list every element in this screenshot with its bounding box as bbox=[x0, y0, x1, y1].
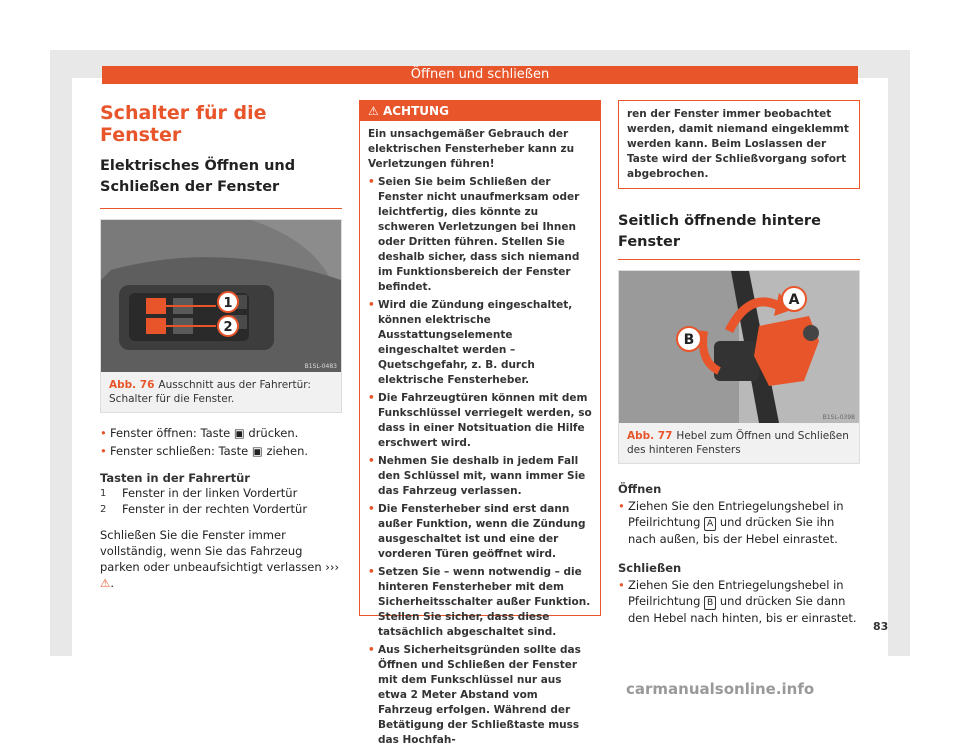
close-title: Schließen bbox=[618, 561, 682, 575]
warning-body bbox=[360, 121, 600, 754]
watermark: carmanualsonline.info bbox=[626, 680, 815, 698]
figure-77 bbox=[618, 270, 860, 464]
callout-2: 2 bbox=[223, 320, 233, 335]
warning-intro: Ein unsachgemäßer Gebrauch der elektrischen Fensterheber kann zu Verletzungen führen! bbox=[368, 128, 575, 170]
letter-a-marker: A bbox=[704, 517, 716, 531]
caption-text: Ausschnitt aus der Fahrertür: Schalter für die Fenster. bbox=[109, 379, 311, 405]
figure-code: B1SL-0483 bbox=[304, 363, 337, 370]
warning-continued-text: ren der Fenster immer beobachtet werden, damit niemand eingeklemmt werden kann. Beim Loslassen der Taste wird der Schließvorgang sofort abgebrochen. bbox=[627, 108, 849, 180]
column-left bbox=[100, 100, 342, 591]
rear-window-lever-image bbox=[619, 271, 859, 423]
close-instruction: • Ziehen Sie den Entriegelungshebel in Pfeilrichtung B und drücken Sie dann den Hebel nach hinten, bis er einrastet. bbox=[618, 577, 860, 626]
warning-box bbox=[359, 100, 601, 746]
open-title: Öffnen bbox=[618, 482, 662, 496]
figure-76 bbox=[100, 219, 342, 413]
warning-bullet: • Nehmen Sie deshalb in jedem Fall den Schlüssel mit, wann immer Sie das Fahrzeug verlassen. bbox=[368, 454, 594, 499]
warning-bullet: • Aus Sicherheitsgründen sollte das Öffnen und Schließen der Fenster mit dem Funkschlüssel nur aus etwa 2 Meter Abstand vom Fahrzeug erfolgen. Während der Betätigung der Schließtaste muss das Hochfah- bbox=[368, 643, 594, 748]
warning-bullet: • Die Fensterheber sind erst dann außer Funktion, wenn die Zündung ausgeschaltet ist und eine der vorderen Türen geöffnet wird. bbox=[368, 502, 594, 562]
warning-title: ACHTUNG bbox=[382, 104, 449, 118]
figure-label: Abb. 76 bbox=[109, 379, 155, 391]
caption-text: Hebel zum Öffnen und Schließen des hinteren Fensters bbox=[627, 430, 849, 456]
bullet-close-window: • Fenster schließen: Taste ▣ ziehen. bbox=[100, 443, 342, 459]
item-number: 1 bbox=[100, 488, 107, 499]
figure-caption bbox=[101, 372, 341, 412]
list-item: 2 Fenster in der rechten Vordertür bbox=[100, 502, 308, 516]
warning-bullet: • Wird die Zündung eingeschaltet, können elektrische Ausstattungselemente eingeschaltet werden – Quetschgefahr, z. B. durch elektrische Fensterheber. bbox=[368, 298, 594, 388]
callout-1: 1 bbox=[223, 296, 233, 311]
chapter-header: Öffnen und schließen bbox=[102, 66, 858, 84]
list-item: 1 Fenster in der linken Vordertür bbox=[100, 486, 298, 500]
page-number: 83 bbox=[873, 620, 889, 633]
figure-code: B1SL-0398 bbox=[822, 414, 855, 421]
warning-bullet: • Seien Sie beim Schließen der Fenster nicht unaufmerksam oder leichtfertig, dies könnte zu schweren Verletzungen bei Ihnen oder Dritten führen. Stellen Sie deshalb sicher, dass sich niemand im Funktionsbereich der Fenster befindet. bbox=[368, 175, 594, 295]
column-right bbox=[618, 100, 860, 626]
window-switch-icon: ▣ bbox=[251, 444, 263, 458]
warning-header bbox=[360, 101, 600, 121]
figure-caption bbox=[619, 423, 859, 463]
subsection-title: Seitlich öffnende hintere Fenster bbox=[618, 213, 821, 250]
subsection-title: Elektrisches Öffnen und Schließen der Fenster bbox=[100, 158, 296, 195]
letter-b-marker: B bbox=[704, 596, 716, 610]
warning-bullet: • Die Fahrzeugtüren können mit dem Funkschlüssel verriegelt werden, so dass in einer Notsituation die Hilfe erschwert wird. bbox=[368, 391, 594, 451]
warning-triangle-icon: ⚠ bbox=[100, 576, 111, 590]
continue-mark: ››› bbox=[325, 560, 340, 574]
warning-triangle-icon: ⚠ bbox=[368, 104, 379, 118]
warning-box-continued bbox=[618, 100, 860, 189]
paragraph: Schließen Sie die Fenster immer vollständig, wenn Sie das Fahrzeug parken oder unbeaufsichtigt verlassen ››› ⚠. bbox=[100, 528, 340, 590]
callout-a: A bbox=[788, 292, 800, 308]
divider bbox=[618, 259, 860, 260]
window-switch-icon: ▣ bbox=[233, 426, 245, 440]
bullet-open-window: • Fenster öffnen: Taste ▣ drücken. bbox=[100, 425, 342, 441]
warning-bullet: • Setzen Sie – wenn notwendig – die hinteren Fensterheber mit dem Sicherheitsschalter außer Funktion. Stellen Sie sicher, dass diese tatsächlich abgeschaltet sind. bbox=[368, 565, 594, 640]
figure-label: Abb. 77 bbox=[627, 430, 673, 442]
open-instruction: • Ziehen Sie den Entriegelungshebel in Pfeilrichtung A und drücken Sie ihn nach außen, bis der Hebel einrastet. bbox=[618, 498, 860, 547]
section-title: Schalter für die Fenster bbox=[100, 102, 267, 146]
divider bbox=[100, 208, 342, 209]
callout-b: B bbox=[683, 332, 695, 348]
item-number: 2 bbox=[100, 504, 107, 515]
list-title: Tasten in der Fahrertür bbox=[100, 471, 250, 485]
window-switch-image bbox=[101, 220, 341, 372]
